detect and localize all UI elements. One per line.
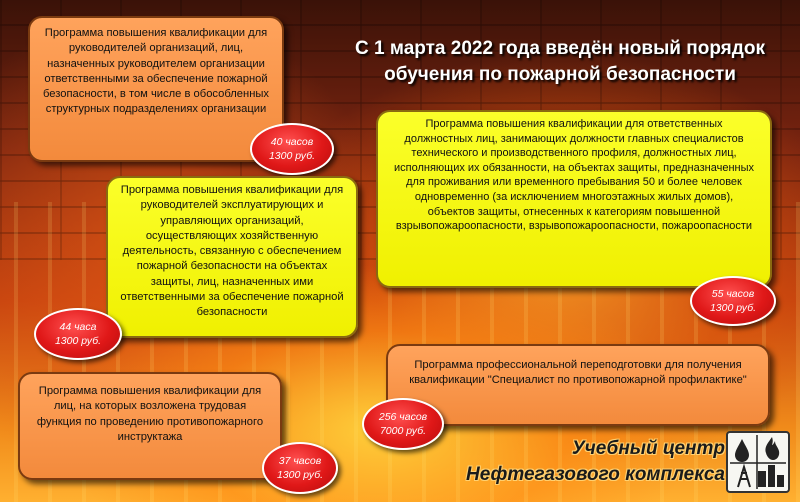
price-badge-hours: 40 часов — [270, 136, 314, 148]
brand-name-line-1: Учебный центр — [571, 438, 725, 459]
price-badge — [250, 123, 334, 175]
oil-gas-logo-icon — [726, 431, 790, 493]
price-badge-hours: 37 часов — [278, 455, 322, 467]
program-card-text: Программа повышения квалификации для ответственных должностных лиц, занимающих должности главных специалистов технического и производственного профиля, должностных лиц, исполняющих их обязанности, на объектах защиты, предназначенных для проживания или временного пребывания 50 и более человек одновременно (за исключением многоэтажных жилых домов), объектов защиты, отнесенных к категориям повышенной взрывопожароопасности, взрывопожароопасности, пожароопасности — [393, 118, 755, 233]
price-badge-price: 7000 руб. — [379, 425, 427, 437]
price-badge-price: 1300 руб. — [709, 302, 757, 314]
program-card-text: Программа повышения квалификации для руководителей эксплуатирующих и управляющих организаций, осуществляющих хозяйственную деятельность, связанную с обеспечением пожарной безопасности на объектах защиты, лиц, назначенных ими ответственными за обеспечение пожарной безопасности — [120, 184, 344, 319]
program-card-managers — [28, 16, 284, 162]
page-title-line-1: С 1 марта 2022 года введён новый порядок — [355, 38, 765, 59]
price-badge-price: 1300 руб. — [276, 469, 324, 481]
price-badge-hours: 256 часов — [378, 411, 428, 423]
program-card-fire-briefing — [18, 372, 282, 480]
program-card-text: Программа повышения квалификации для руководителей организаций, лиц, назначенных руководителем организации ответственными за обеспечение пожарной безопасности, в том числе в обособленных структурных подразделениях организации — [42, 27, 270, 116]
price-badge — [690, 276, 776, 326]
program-card-retraining — [386, 344, 770, 426]
price-badge-hours: 55 часов — [711, 288, 755, 300]
page-title-line-2: обучения по пожарной безопасности — [384, 64, 736, 85]
price-badge-price: 1300 руб. — [54, 335, 102, 347]
brand-name-line-2: Нефтегазового комплекса — [465, 464, 725, 485]
program-card-text: Программа профессиональной переподготовки для получения квалификации "Специалист по противопожарной профилактике" — [409, 359, 747, 387]
price-badge — [34, 308, 122, 360]
price-badge — [362, 398, 444, 450]
page-title — [350, 36, 770, 88]
program-card-operating-organizations — [106, 176, 358, 338]
price-badge-price: 1300 руб. — [268, 150, 316, 162]
brand-name — [440, 436, 725, 488]
program-card-text: Программа повышения квалификации для лиц, на которых возложена трудовая функция по проведению противопожарного инструктажа — [36, 385, 264, 443]
program-card-responsible-officials — [376, 110, 772, 288]
price-badge-hours: 44 часа — [59, 321, 97, 333]
price-badge — [262, 442, 338, 494]
